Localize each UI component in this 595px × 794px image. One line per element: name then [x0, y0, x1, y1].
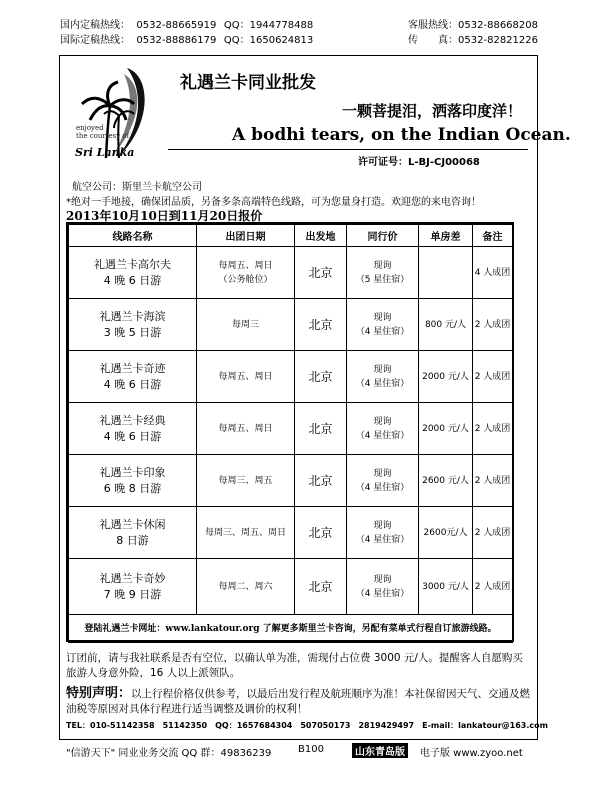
route-name: 礼遇兰卡印象 — [99, 465, 166, 479]
route-days: 4 晚 6 日游 — [103, 377, 162, 391]
departure-city: 北京 — [295, 351, 347, 403]
table-row — [69, 351, 513, 403]
route-name: 礼遇兰卡奇迹 — [99, 361, 166, 375]
col-header-single-supplement: 单房差 — [419, 225, 473, 247]
date-cell — [197, 455, 295, 507]
col-header-route: 线路名称 — [69, 225, 197, 247]
intl-phone: 0532-88886179 — [136, 35, 217, 46]
route-days: 6 晚 8 日游 — [103, 481, 162, 495]
table-row — [69, 247, 513, 299]
date-cell — [197, 507, 295, 559]
page-footer — [66, 744, 536, 759]
departure-city: 北京 — [295, 403, 347, 455]
single-supplement: 2000 元/人 — [419, 403, 473, 455]
route-name: 礼遇兰卡经典 — [99, 413, 166, 427]
page-number: B100 — [298, 744, 324, 755]
date-cell — [197, 351, 295, 403]
price-value: 现询 — [373, 468, 392, 479]
domestic-phone: 0532-88665919 — [136, 20, 217, 31]
logo-line-2: the courtesy of — [76, 132, 130, 140]
route-days: 3 晚 5 日游 — [103, 325, 162, 339]
route-name: 礼遇兰卡休闲 — [99, 517, 166, 531]
price-value: 现询 — [373, 364, 392, 375]
hotel-grade: （4 星住宿） — [355, 430, 410, 441]
intl-qq: QQ：1650624813 — [223, 35, 314, 46]
date-cell — [197, 247, 295, 299]
price-cell — [347, 299, 419, 351]
route-cell — [69, 299, 197, 351]
logo-brand: Sri Lanka — [75, 146, 135, 159]
price-value: 现询 — [373, 520, 392, 531]
remark-cell: 4 人成团 — [473, 247, 513, 299]
single-supplement: 2000 元/人 — [419, 351, 473, 403]
edition-badge: 山东青岛版 — [352, 743, 408, 758]
route-cell — [69, 351, 197, 403]
contact-line: TEL：010-51142358 51142350 QQ：1657684304 507050173 2819429497 E-mail：lankatour@163.com — [66, 721, 548, 730]
route-cell — [69, 559, 197, 615]
price-cell — [347, 247, 419, 299]
price-table — [68, 224, 513, 643]
service-hotline: 客服热线：0532-88668208 — [408, 20, 538, 31]
table-row — [69, 403, 513, 455]
domestic-qq: QQ：1944778488 — [223, 20, 314, 31]
departure-city: 北京 — [295, 559, 347, 615]
hotline-row-intl — [60, 33, 538, 48]
route-name: 礼遇兰卡海滨 — [99, 309, 166, 323]
logo-text — [76, 124, 129, 140]
declaration-text: 以上行程价格仅供参考，以最后出发行程及航班顺序为准！本社保留因天气、交通及燃油税等原因对具体行程进行适当调整及调价的权利！ — [66, 688, 531, 715]
page-title: 礼遇兰卡同业批发 — [180, 73, 316, 93]
price-period-title: 2013年10月10日到11月20日报价 — [66, 209, 263, 223]
table-header-row — [69, 225, 513, 247]
single-supplement — [419, 247, 473, 299]
service-note: *绝对一手地接，确保团品质，另备多条高端特色线路，可为您量身打造。欢迎您的来电咨询！ — [66, 197, 481, 208]
hotel-grade: （4 星住宿） — [355, 588, 410, 599]
depart-dates: 每周三、周五、周日 — [204, 527, 286, 538]
fax-line: 传 真：0532-82821226 — [408, 35, 538, 46]
single-supplement: 2600 元/人 — [419, 455, 473, 507]
route-days: 8 日游 — [116, 533, 149, 547]
departure-city: 北京 — [295, 507, 347, 559]
table-row — [69, 507, 513, 559]
route-name: 礼遇兰卡高尔夫 — [94, 257, 171, 271]
header-divider — [168, 149, 528, 150]
remark-cell: 2 人成团 — [473, 455, 513, 507]
website-note: 登陆礼遇兰卡网址：www.lankatour.org 了解更多斯里兰卡咨询，另配有菜单式行程自订旅游线路。 — [69, 615, 513, 643]
price-cell — [347, 507, 419, 559]
slogan-chinese: 一颗菩提泪，洒落印度洋！ — [342, 102, 523, 120]
single-supplement: 800 元/人 — [419, 299, 473, 351]
hotel-grade: （4 星住宿） — [355, 326, 410, 337]
col-header-date: 出团日期 — [197, 225, 295, 247]
col-header-remark: 备注 — [473, 225, 513, 247]
remark-cell: 2 人成团 — [473, 507, 513, 559]
declaration-label: 特别声明： — [66, 686, 132, 701]
table-row — [69, 299, 513, 351]
remark-cell: 2 人成团 — [473, 351, 513, 403]
route-days: 7 晚 9 日游 — [103, 587, 162, 601]
depart-dates: 每周二、周六 — [218, 581, 273, 592]
license-number: 许可证号：L-BJ-CJ00068 — [358, 157, 480, 168]
price-value: 现询 — [373, 312, 392, 323]
route-name: 礼遇兰卡奇妙 — [99, 571, 166, 585]
depart-dates: 每周三 — [231, 319, 259, 330]
price-cell — [347, 559, 419, 615]
remark-cell: 2 人成团 — [473, 299, 513, 351]
hotel-grade: （4 星住宿） — [355, 378, 410, 389]
remark-cell: 2 人成团 — [473, 403, 513, 455]
route-cell — [69, 507, 197, 559]
table-footer-row — [69, 615, 513, 643]
hotline-row-domestic — [60, 18, 538, 33]
table-row — [69, 559, 513, 615]
hotlines — [60, 18, 538, 48]
depart-dates: 每周五、周日 — [218, 371, 273, 382]
single-supplement: 3000 元/人 — [419, 559, 473, 615]
slogan-english: A bodhi tears, on the Indian Ocean. — [232, 125, 571, 145]
price-value: 现询 — [373, 416, 392, 427]
price-value: 现询 — [373, 574, 392, 585]
special-declaration — [66, 686, 530, 717]
price-cell — [347, 455, 419, 507]
departure-city: 北京 — [295, 455, 347, 507]
airline-info: 航空公司：斯里兰卡航空公司 — [72, 182, 202, 193]
depart-dates: 每周五、周日 — [218, 423, 273, 434]
price-value: 现询 — [373, 260, 392, 271]
hotel-grade: （4 星住宿） — [355, 482, 410, 493]
intl-label: 国际定稿热线： — [60, 35, 130, 46]
booking-note: 订团前，请与我社联系是否有空位，以确认单为准，需现付占位费 3000 元/人。提醒客人自愿购买旅游人身意外险，16 人以上派领队。 — [66, 652, 523, 679]
date-cell — [197, 299, 295, 351]
single-supplement: 2600元/人 — [419, 507, 473, 559]
domestic-label: 国内定稿热线： — [60, 20, 130, 31]
price-cell — [347, 351, 419, 403]
route-days: 4 晚 6 日游 — [103, 429, 162, 443]
hotel-grade: （5 星住宿） — [355, 274, 410, 285]
route-days: 4 晚 6 日游 — [103, 273, 162, 287]
footer-website: 电子版 www.zyoo.net — [420, 748, 523, 759]
price-cell — [347, 403, 419, 455]
depart-dates: 每周五、周日 — [218, 260, 273, 271]
col-header-price: 同行价 — [347, 225, 419, 247]
hotel-grade: （4 星住宿） — [355, 534, 410, 545]
date-cell — [197, 403, 295, 455]
depart-note: （公务舱位） — [218, 274, 273, 285]
depart-dates: 每周三、周五 — [218, 475, 273, 486]
remark-cell: 2 人成团 — [473, 559, 513, 615]
route-cell — [69, 247, 197, 299]
footer-qq-group: "信游天下" 同业业务交流 QQ 群：49836239 — [66, 748, 272, 759]
route-cell — [69, 455, 197, 507]
table-row — [69, 455, 513, 507]
date-cell — [197, 559, 295, 615]
col-header-departure: 出发地 — [295, 225, 347, 247]
departure-city: 北京 — [295, 247, 347, 299]
route-cell — [69, 403, 197, 455]
logo-line-1: enjoyed — [76, 124, 104, 132]
departure-city: 北京 — [295, 299, 347, 351]
